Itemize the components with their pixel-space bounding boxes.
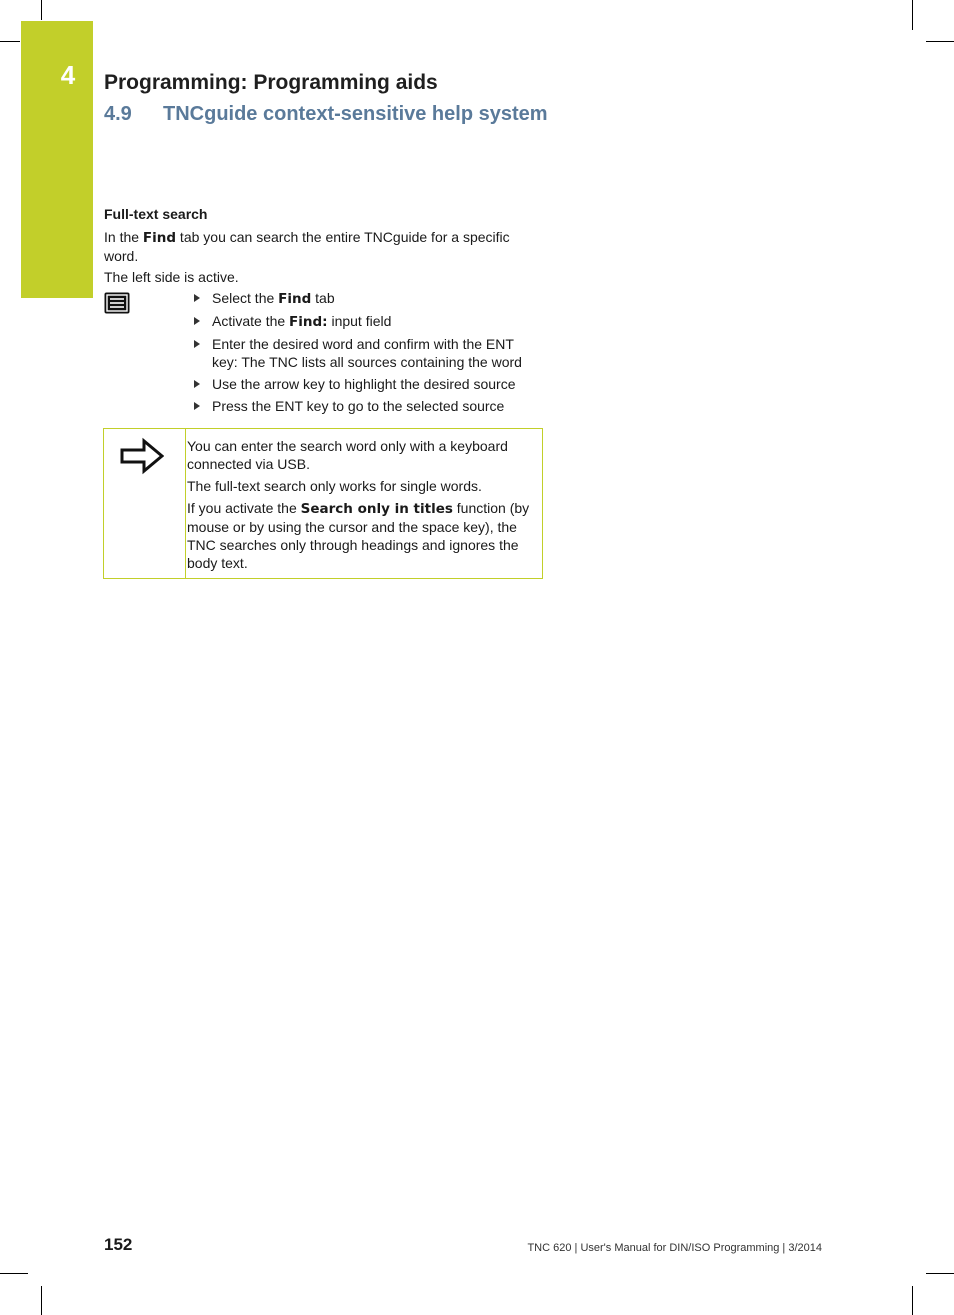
bullet-triangle-icon [194, 402, 200, 410]
note-line: The full-text search only works for single words. [187, 478, 482, 494]
section-number: 4.9 [104, 103, 132, 125]
note-bold: Search only in titles [300, 501, 453, 517]
step-text: Select the [212, 290, 279, 306]
bullet-triangle-icon [194, 340, 200, 348]
step-bold: Find [278, 291, 312, 307]
note-line: You can enter the search word only with a keyboard connected via USB. [187, 438, 508, 472]
note-line [187, 499, 537, 572]
step-item [192, 289, 542, 308]
step-text: input field [327, 313, 392, 329]
intro-text: tab you can search the entire TNCguide for a specific word. [104, 229, 510, 264]
note-text-part: function (by mouse or by using the cursor and the space key), the TNC searches only through headings and ignores the body text. [187, 500, 530, 571]
crop-mark [912, 1286, 913, 1315]
intro-text: In the [104, 229, 143, 245]
step-text: Press the ENT key to go to the selected source [212, 398, 505, 414]
footer-text: TNC 620 | User's Manual for DIN/ISO Programming | 3/2014 [527, 1242, 822, 1254]
note-text-part: If you activate the [187, 500, 301, 516]
intro-bold: Find [142, 230, 177, 246]
crop-mark [912, 0, 913, 30]
note-divider [185, 429, 186, 578]
crop-mark [0, 41, 20, 42]
step-item [192, 335, 542, 371]
step-text: Use the arrow key to highlight the desired source [212, 376, 516, 392]
step-text: tab [311, 290, 335, 306]
left-side-paragraph: The left side is active. [104, 269, 239, 285]
chapter-title: Programming: Programming aids [104, 71, 438, 94]
crop-mark [41, 0, 42, 20]
step-item [192, 312, 542, 331]
bullet-triangle-icon [194, 317, 200, 325]
crop-mark [0, 1273, 28, 1274]
intro-paragraph [104, 228, 544, 265]
step-item [192, 397, 542, 415]
step-list [192, 289, 542, 419]
bullet-triangle-icon [194, 294, 200, 302]
note-box [103, 428, 543, 579]
section-title: TNCguide context-sensitive help system [163, 103, 548, 125]
step-item [192, 375, 542, 393]
step-text: Activate the [212, 313, 290, 329]
arrow-right-icon [120, 437, 164, 475]
crop-mark [926, 41, 954, 42]
step-bold: Find: [289, 314, 328, 330]
list-key-icon [104, 292, 130, 314]
crop-mark [41, 1286, 42, 1315]
chapter-tab [21, 21, 93, 298]
chapter-number: 4 [60, 60, 76, 90]
note-text [187, 437, 537, 576]
step-text: Enter the desired word and confirm with the ENT key: The TNC lists all sources containing the word [212, 336, 522, 370]
bullet-triangle-icon [194, 380, 200, 388]
subheading: Full-text search [104, 206, 208, 222]
crop-mark [926, 1273, 954, 1274]
page-number: 152 [104, 1235, 133, 1254]
